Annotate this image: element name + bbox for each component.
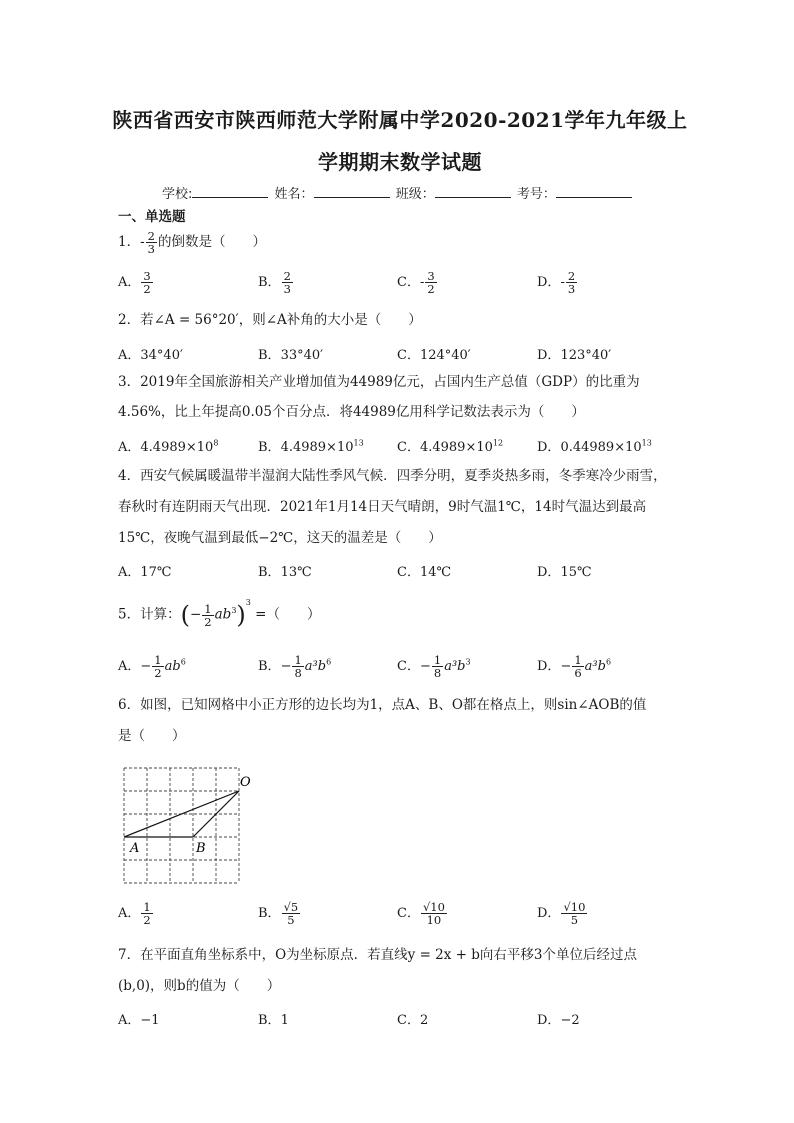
section-heading: 一、单选题 xyxy=(118,209,186,225)
name-label: 姓名： xyxy=(274,187,314,202)
q5-option-c[interactable]: C．− $\frac{1}{8}$ $a^3b^3$ xyxy=(397,653,471,680)
q7-option-c[interactable]: C．2 xyxy=(397,1013,429,1028)
q3-option-b[interactable]: B．$4.4989\times 10^{13}$ xyxy=(258,438,364,455)
q6-option-c[interactable]: C． $\frac{√10}{10}$ xyxy=(397,900,445,927)
question-6-line2: 是（ ） xyxy=(118,728,186,744)
q3-option-a[interactable]: A．$4.4989\times 10^8$ xyxy=(118,438,219,455)
q7-option-b[interactable]: B．1 xyxy=(258,1013,289,1028)
q2-option-a[interactable]: A．34°40′ xyxy=(118,348,183,363)
question-3-line1: 3．2019年全国旅游相关产业增加值为44989亿元，占国内生产总值（GDP）的比重为 xyxy=(118,374,640,390)
school-blank[interactable] xyxy=(192,185,268,198)
q5-prefix: 5．计算： xyxy=(118,606,181,623)
q1-num: 2 xyxy=(147,229,155,243)
q5-den: 2 xyxy=(204,614,212,629)
doc-title-line1: 陕西省西安市陕西师范大学附属中学2020-2021学年九年级上 xyxy=(112,108,688,132)
q1-option-d[interactable]: D．- $\frac{2}{3}$ xyxy=(537,269,576,296)
q6-option-b[interactable]: B． $\frac{√5}{5}$ xyxy=(258,900,299,927)
question-4-line3: 15℃，夜晚气温到最低−2℃，这天的温差是（ ） xyxy=(118,530,442,546)
q5-var: ab xyxy=(214,606,232,623)
class-label: 班级： xyxy=(395,187,435,202)
q5-neg: − xyxy=(189,606,202,623)
q3-option-c[interactable]: C．$4.4989\times 10^{12}$ xyxy=(397,438,504,455)
q6-option-d[interactable]: D． $\frac{√10}{5}$ xyxy=(537,900,586,927)
q1-post: 的倒数是（ ） xyxy=(157,234,266,250)
class-blank[interactable] xyxy=(435,185,511,198)
doc-title-line2: 学期期末数学试题 xyxy=(318,150,482,174)
label-o: O xyxy=(240,775,251,790)
question-2-stem: 2．若∠A = 56°20′，则∠A补角的大小是（ ） xyxy=(118,312,422,328)
q1-option-b[interactable]: B． $\frac{2}{3}$ xyxy=(258,269,291,296)
q5-outer-exp: 3 xyxy=(245,598,251,607)
q4-option-c[interactable]: C．14℃ xyxy=(397,565,452,580)
student-info-row xyxy=(162,183,634,202)
q3-option-d[interactable]: D．$0.44989\times 10^{13}$ xyxy=(537,438,652,455)
q6-option-a[interactable]: A． $\frac{1}{2}$ xyxy=(118,900,151,927)
q1-option-c[interactable]: C．- $\frac{3}{2}$ xyxy=(397,269,435,296)
q4-option-a[interactable]: A．17℃ xyxy=(118,565,172,580)
q2-option-b[interactable]: B．33°40′ xyxy=(258,348,324,363)
q5-post: =（ ） xyxy=(250,606,321,623)
label-a: A xyxy=(130,841,140,856)
q1-neg: - xyxy=(140,234,145,250)
question-3-line2: 4.56%，比上年提高0.05个百分点．将44989亿用科学记数法表示为（ ） xyxy=(118,404,585,420)
q1-fraction xyxy=(146,230,157,255)
q6-grid-figure xyxy=(118,764,258,888)
q5-option-b[interactable]: B．− $\frac{1}{8}$ $a^3b^6$ xyxy=(258,653,332,680)
q4-option-b[interactable]: B．13℃ xyxy=(258,565,312,580)
q5-option-d[interactable]: D．− $\frac{1}{6}$ $a^3b^6$ xyxy=(537,653,612,680)
q7-option-a[interactable]: A．−1 xyxy=(118,1013,160,1028)
question-7-line2: (b,0)，则b的值为（ ） xyxy=(118,978,281,994)
question-1-stem xyxy=(118,230,266,255)
question-5-stem: 5．计算：(− $\frac{1}{2}$ $ab^3)^3$ =（ ） xyxy=(118,598,321,629)
q1-den: 3 xyxy=(147,242,155,256)
grid-lines xyxy=(124,768,239,883)
label-b: B xyxy=(196,841,206,856)
q2-option-d[interactable]: D．123°40′ xyxy=(537,348,612,363)
q5-num: 1 xyxy=(204,601,212,616)
q2-option-c[interactable]: C．124°40′ xyxy=(397,348,471,363)
q5-inner-exp: 3 xyxy=(231,606,237,615)
school-label: 学校: xyxy=(162,187,193,202)
question-6-line1: 6．如图，已知网格中小正方形的边长均为1，点A、B、O都在格点上，则sin∠AOB的值 xyxy=(118,697,647,713)
q1-number: 1． xyxy=(118,234,141,250)
q7-option-d[interactable]: D．−2 xyxy=(537,1013,580,1028)
question-4-line1: 4．西安气候属暖温带半湿润大陆性季风气候．四季分明，夏季炎热多雨，冬季寒冷少雨雪， xyxy=(118,468,667,484)
q5-option-a[interactable]: A．− $\frac{1}{2}$ $ab^6$ xyxy=(118,653,186,680)
exam-no-blank[interactable] xyxy=(556,185,632,198)
q4-option-d[interactable]: D．15℃ xyxy=(537,565,592,580)
q1-option-a[interactable]: A． $\frac{3}{2}$ xyxy=(118,269,151,296)
question-4-line2: 春秋时有连阴雨天气出现．2021年1月14日天气晴朗，9时气温1℃，14时气温达到最高 xyxy=(118,499,647,515)
question-7-line1: 7．在平面直角坐标系中，O为坐标原点．若直线y = 2x + b向右平移3个单位后经过点 xyxy=(118,947,638,963)
name-blank[interactable] xyxy=(314,185,390,198)
exam-no-label: 考号： xyxy=(516,187,556,202)
